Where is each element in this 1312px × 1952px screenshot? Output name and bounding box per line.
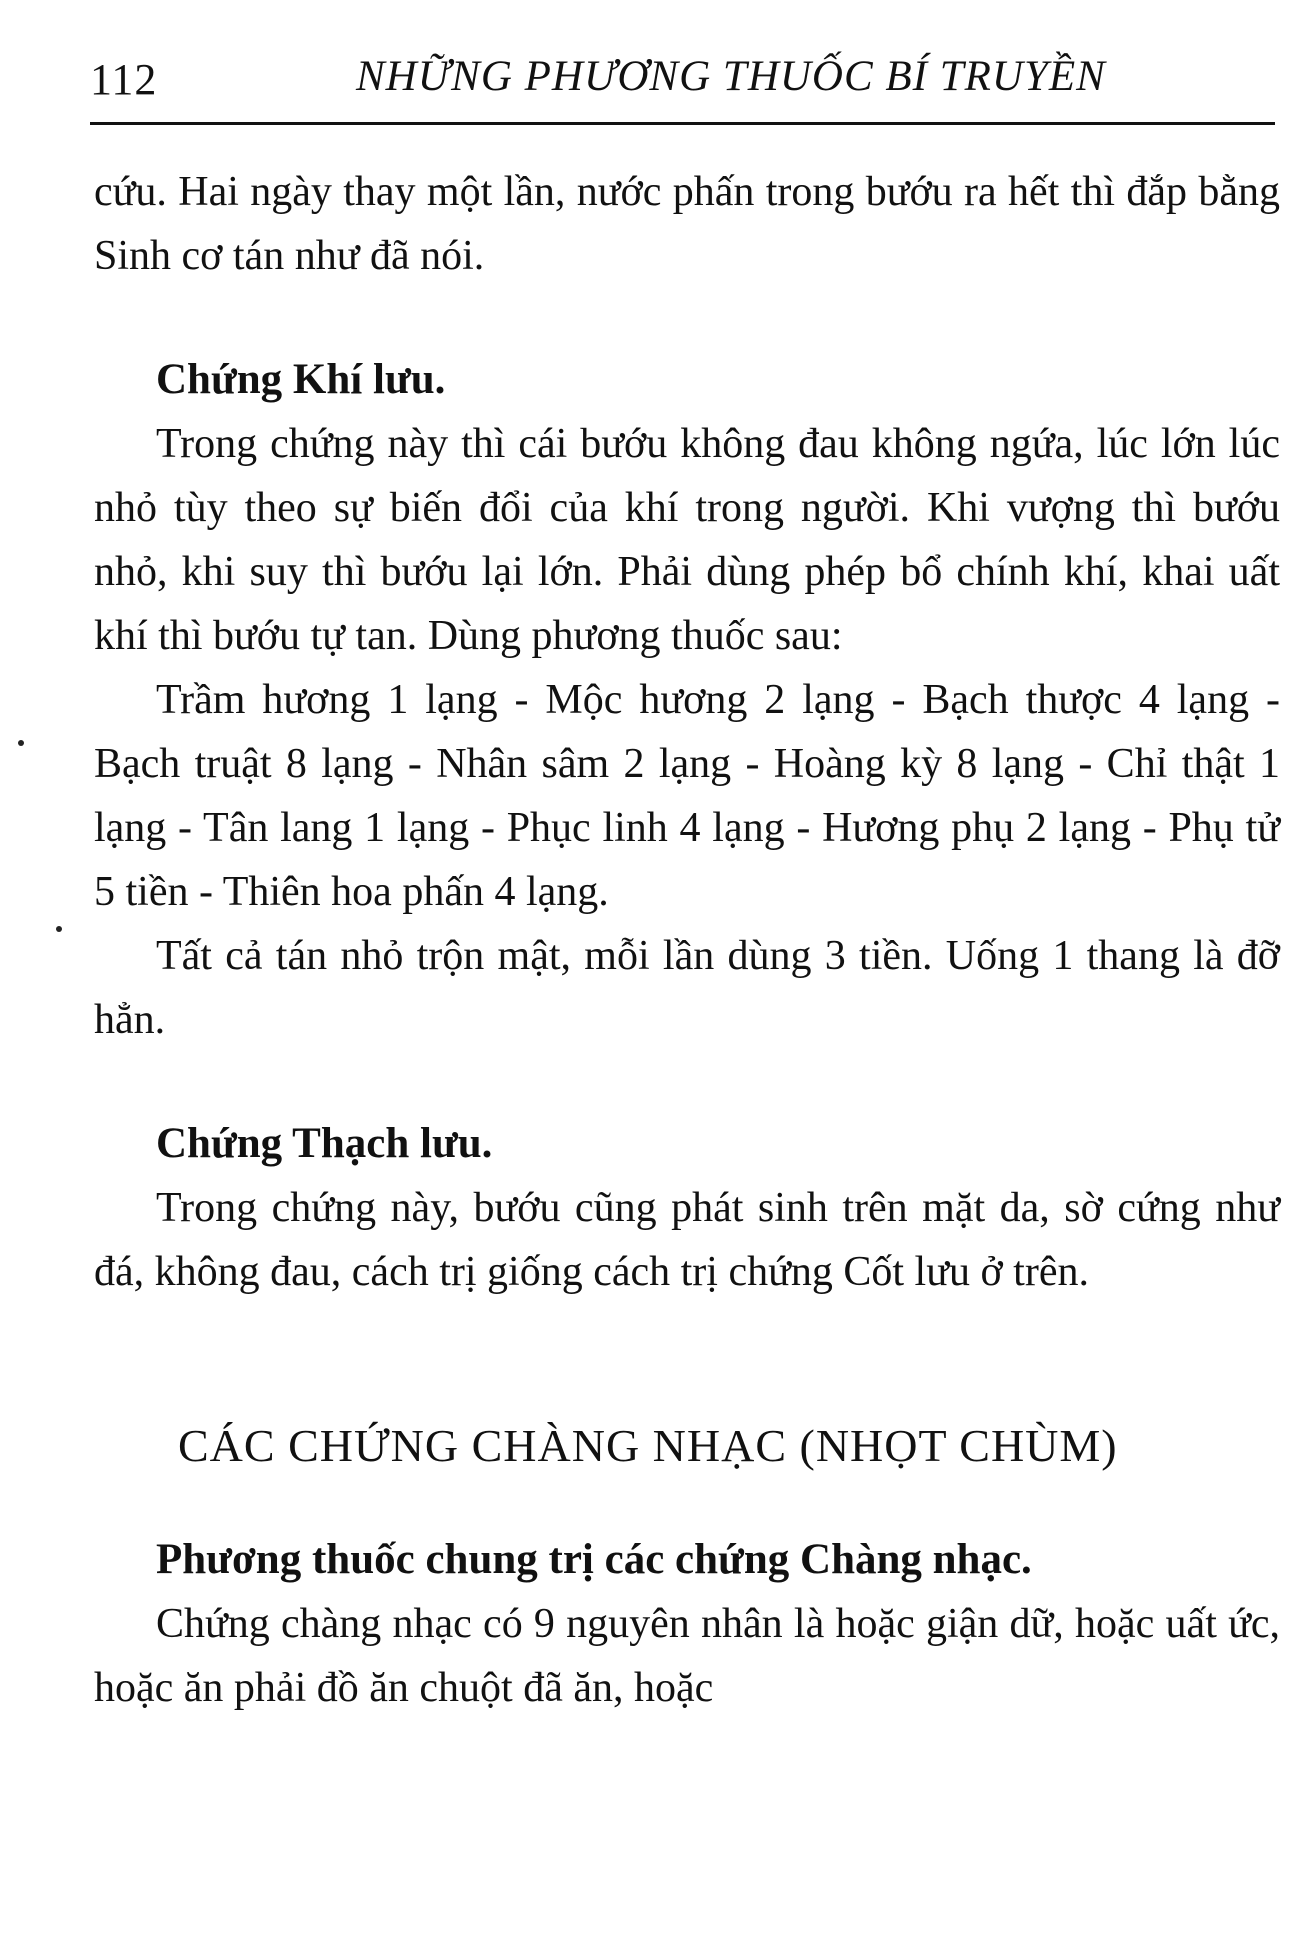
running-title: NHỮNG PHƯƠNG THUỐC BÍ TRUYỀN [356, 53, 1106, 100]
header-rule [90, 122, 1275, 125]
khi-luu-paragraph-1: Trong chứng này thì cái bướu không đau không ngứa, lúc lớn lúc nhỏ tùy theo sự biến đổi của khí trong người. Khi vượng thì bướu nhỏ, khi suy thì bướu lại lớn. Phải dùng phép bổ chính khí, khai uất khí thì bướu tự tan. Dùng phương thuốc sau: [94, 421, 1280, 659]
page-number: 112 [90, 55, 158, 104]
heading-chang-nhac: Phương thuốc chung trị các chứng Chàng nhạc. [156, 1536, 1032, 1583]
heading-thach-luu: Chứng Thạch lưu. [156, 1120, 493, 1167]
khi-luu-paragraph-3: Tất cả tán nhỏ trộn mật, mỗi lần dùng 3 tiền. Uống 1 thang là đỡ hẳn. [94, 933, 1280, 1043]
heading-khi-luu: Chứng Khí lưu. [156, 356, 446, 403]
section-title-chang-nhac: CÁC CHỨNG CHÀNG NHẠC (NHỌT CHÙM) [178, 1420, 1118, 1471]
thach-luu-paragraph-1: Trong chứng này, bướu cũng phát sinh trên mặt da, sờ cứng như đá, không đau, cách trị giống cách trị chứng Cốt lưu ở trên. [94, 1185, 1280, 1295]
scan-speck [56, 926, 62, 932]
khi-luu-paragraph-2: Trầm hương 1 lạng - Mộc hương 2 lạng - Bạch thược 4 lạng - Bạch truật 8 lạng - Nhân sâm 2 lạng - Hoàng kỳ 8 lạng - Chỉ thật 1 lạng - Tân lang 1 lạng - Phục linh 4 lạng - Hương phụ 2 lạng - Phụ tử 5 tiền - Thiên hoa phấn 4 lạng. [94, 677, 1280, 915]
intro-paragraph: cứu. Hai ngày thay một lần, nước phấn trong bướu ra hết thì đắp bằng Sinh cơ tán như đã nói. [94, 169, 1280, 279]
page-body [94, 160, 1280, 1720]
chang-nhac-paragraph-1: Chứng chàng nhạc có 9 nguyên nhân là hoặc giận dữ, hoặc uất ức, hoặc ăn phải đồ ăn chuột đã ăn, hoặc [94, 1601, 1280, 1711]
page-header [90, 46, 1270, 116]
scan-speck [18, 740, 24, 746]
